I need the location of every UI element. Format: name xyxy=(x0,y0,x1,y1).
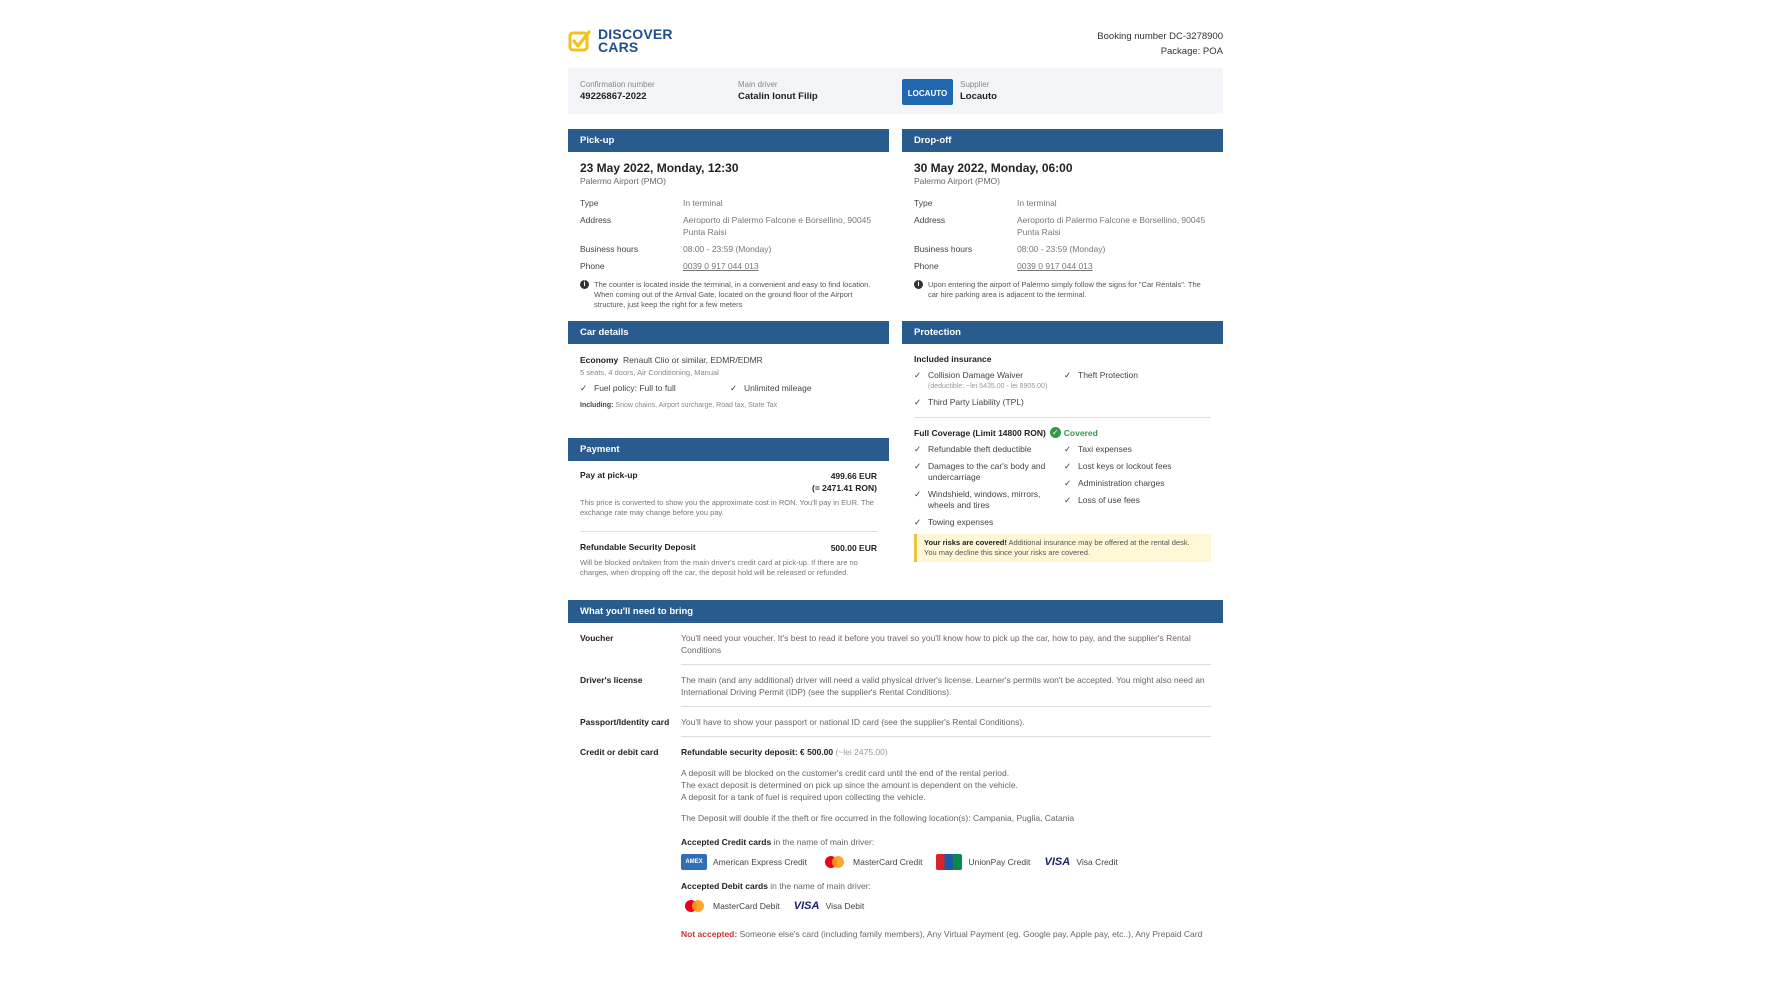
supplier-label: Supplier xyxy=(960,80,990,89)
included-row-1 xyxy=(914,370,1211,392)
car-title: Car details xyxy=(568,321,889,344)
check-icon: ✓ xyxy=(1064,461,1072,471)
card-name: MasterCard Debit xyxy=(713,901,780,911)
card-visa-debit xyxy=(794,898,865,914)
mastercard-icon xyxy=(681,898,707,914)
credit-cards-heading xyxy=(681,836,1211,848)
deposit-line: The exact deposit is determined on pick up since the amount is dependent on the vehicle. xyxy=(681,780,1018,790)
voucher-text: You'll need your voucher. It's best to read it before you travel so you'll know how to pick up the car, how to pay, and the supplier's Rental Conditions xyxy=(681,633,1191,655)
dropoff-type-row xyxy=(914,197,1211,209)
credit-cards-list xyxy=(681,854,1211,870)
check-icon: ✓ xyxy=(914,461,922,471)
pay-at-pickup-row xyxy=(580,470,877,494)
passport-row xyxy=(568,707,1223,728)
checkbox-logo-icon xyxy=(568,29,592,53)
voucher-row xyxy=(568,623,1223,656)
car-features xyxy=(580,383,877,394)
deposit-line: A deposit will be blocked on the customer's credit card until the end of the rental period. xyxy=(681,768,1010,778)
dropoff-note-text: Upon entering the airport of Palermo simply follow the signs for "Car Rentals". The car hire parking area is adjacent to the terminal. xyxy=(928,280,1201,299)
card-amex-credit xyxy=(681,854,807,870)
tpl-item xyxy=(914,397,1211,408)
info-icon: i xyxy=(914,280,923,289)
card-name: Visa Credit xyxy=(1076,857,1118,867)
deposit-label: Refundable Security Deposit xyxy=(580,542,696,552)
credit-rest: in the name of main driver: xyxy=(771,837,875,847)
dropoff-address-row xyxy=(914,214,1211,238)
deposit-line: A deposit for a tank of fuel is required upon collecting the vehicle. xyxy=(681,792,926,802)
locations-grid xyxy=(568,129,1223,319)
pickup-type-label: Type xyxy=(580,198,599,208)
notice-text: Additional insurance may be offered at the rental desk. You may decline this since your risks are covered. xyxy=(924,538,1190,557)
bring-section xyxy=(568,600,1223,940)
confirmation-label: Confirmation number xyxy=(580,80,655,89)
pickup-type-row xyxy=(580,197,877,209)
coverage-item-text: Towing expenses xyxy=(928,517,994,527)
dropoff-phone-row xyxy=(914,260,1211,272)
divider xyxy=(580,531,877,532)
logo-text xyxy=(598,28,673,54)
tpl-text: Third Party Liability (TPL) xyxy=(928,397,1024,407)
license-label: Driver's license xyxy=(580,675,643,685)
payment-title: Payment xyxy=(568,438,889,461)
card-mastercard-debit xyxy=(681,898,780,914)
supplier-logo: LOCAUTO xyxy=(902,79,953,105)
coverage-item xyxy=(914,461,1064,483)
coverage-item-text: Administration charges xyxy=(1078,478,1165,488)
coverage-item xyxy=(914,444,1064,455)
discover-cars-logo xyxy=(568,28,673,54)
dropoff-hours-label: Business hours xyxy=(914,244,973,254)
pickup-location: Palermo Airport (PMO) xyxy=(580,176,666,186)
coverage-item-text: Refundable theft deductible xyxy=(928,444,1032,454)
notice-bold: Your risks are covered! xyxy=(924,538,1007,547)
pickup-hours-row xyxy=(580,243,877,255)
unionpay-icon xyxy=(936,854,962,870)
pay-note: This price is converted to show you the approximate cost in RON. You'll pay in EUR. The exchange rate may change before you pay. xyxy=(580,498,874,517)
coverage-item-text: Loss of use fees xyxy=(1078,495,1140,505)
dropoff-phone-label: Phone xyxy=(914,261,939,271)
license-text: The main (and any additional) driver will need a valid physical driver's license. Learner's permits won't be accepted. You might also need an International Driving Permit (IDP) (see the supplier's Rental Conditions). xyxy=(681,675,1205,697)
payment-section xyxy=(568,438,889,578)
dropoff-hours-value: 08:00 - 23:59 (Monday) xyxy=(1017,244,1106,254)
logo-line-1: DISCOVER xyxy=(598,26,673,42)
dropoff-type-label: Type xyxy=(914,198,933,208)
car-including xyxy=(580,402,877,409)
not-accepted-label: Not accepted: xyxy=(681,929,738,939)
dropoff-address-label: Address xyxy=(914,215,946,225)
coverage-item xyxy=(1064,461,1172,472)
check-icon: ✓ xyxy=(914,370,922,380)
dropoff-hours-row xyxy=(914,243,1211,255)
check-icon: ✓ xyxy=(914,517,922,527)
summary-bar xyxy=(568,68,1223,114)
car-model-line xyxy=(580,354,877,366)
card-visa-credit xyxy=(1044,854,1117,870)
debit-bold: Accepted Debit cards xyxy=(681,881,768,891)
confirmation-value: 49226867-2022 xyxy=(580,91,647,102)
dropoff-location: Palermo Airport (PMO) xyxy=(914,176,1000,186)
passport-label: Passport/Identity card xyxy=(580,717,670,727)
card-row xyxy=(568,737,1223,940)
including-value: Snow chains, Airport surcharge, Road tax, State Tax xyxy=(615,402,778,409)
coverage-item xyxy=(914,489,1064,511)
mileage-text: Unlimited mileage xyxy=(744,383,812,393)
protection-section xyxy=(902,321,1223,562)
pay-value-ron: (= 2471.41 RON) xyxy=(812,483,877,493)
debit-cards-list xyxy=(681,898,1211,914)
deposit-row xyxy=(580,542,877,554)
card-unionpay-credit xyxy=(936,854,1030,870)
dropoff-section xyxy=(902,129,1223,300)
deposit-bold: Refundable security deposit: € 500.00 xyxy=(681,747,834,757)
covered-text: Covered xyxy=(1063,427,1098,438)
card-mastercard-credit xyxy=(821,854,922,870)
coverage-item xyxy=(914,517,1064,528)
double-note: The Deposit will double if the theft or fire occurred in the following location(s): Campania, Puglia, Catania xyxy=(681,813,1075,823)
deposit-lei: (~lei 2475.00) xyxy=(833,747,888,757)
full-coverage-title-row xyxy=(914,427,1211,438)
check-icon: ✓ xyxy=(914,444,922,454)
logo-line-2: CARS xyxy=(598,39,639,55)
passport-text: You'll have to show your passport or national ID card (see the supplier's Rental Conditions). xyxy=(681,717,1025,727)
dropoff-note xyxy=(914,280,1211,300)
package: Package: POA xyxy=(1160,46,1223,57)
not-accepted-text: Someone else's card (including family members), Any Virtual Payment (eg. Google pay, Apple pay, etc..), Any Prepaid Card xyxy=(737,929,1203,939)
coverage-item xyxy=(1064,495,1172,506)
coverage-item xyxy=(1064,444,1172,455)
protection-title: Protection xyxy=(902,321,1223,344)
driver-label: Main driver xyxy=(738,80,778,89)
car-section xyxy=(568,321,889,577)
coverage-item-text: Taxi expenses xyxy=(1078,444,1132,454)
coverage-item-text: Windshield, windows, mirrors, wheels and tires xyxy=(928,489,1041,510)
pickup-address-value: Aeroporto di Palermo Falcone e Borsellino, 90045 Punta Raisi xyxy=(683,215,872,237)
deposit-note: Will be blocked on/taken from the main driver's credit card at pick-up. If there are no charges, when dropping off the car, the deposit hold will be released or refunded. xyxy=(580,558,858,577)
pickup-hours-label: Business hours xyxy=(580,244,639,254)
fuel-policy-text: Fuel policy: Full to full xyxy=(594,383,676,393)
pickup-note xyxy=(580,280,877,310)
card-name: UnionPay Credit xyxy=(968,857,1031,867)
cdw-text: Collision Damage Waiver xyxy=(928,370,1024,380)
covered-badge xyxy=(1050,427,1098,438)
pickup-phone-link[interactable]: 0039 0 917 044 013 xyxy=(683,261,759,271)
check-icon: ✓ xyxy=(1064,444,1072,454)
check-circle-icon: ✓ xyxy=(1050,427,1061,438)
pickup-type-value: In terminal xyxy=(683,198,723,208)
theft-item xyxy=(1064,370,1138,392)
cdw-note: (deductible: ~lei 5435.00 - lei 8905.00) xyxy=(928,383,1048,390)
driver-cell xyxy=(738,79,818,103)
car-class: Economy xyxy=(580,355,619,365)
theft-text: Theft Protection xyxy=(1078,370,1139,380)
cdw-item xyxy=(914,370,1064,392)
card-name: American Express Credit xyxy=(713,857,808,867)
confirmation-cell xyxy=(580,79,655,103)
dropoff-phone-link[interactable]: 0039 0 917 044 013 xyxy=(1017,261,1093,271)
not-accepted xyxy=(681,928,1211,940)
details-grid xyxy=(568,321,1223,591)
pay-at-pickup-value xyxy=(812,470,877,494)
mileage xyxy=(730,383,812,394)
amex-icon: AMEX xyxy=(681,854,707,870)
car-specs: 5 seats, 4 doors, Air Conditioning, Manual xyxy=(580,368,719,377)
risks-covered-notice xyxy=(914,534,1211,562)
check-icon: ✓ xyxy=(1064,495,1072,505)
fuel-policy xyxy=(580,383,730,394)
check-icon: ✓ xyxy=(580,383,588,393)
pay-value-eur: 499.66 EUR xyxy=(830,471,877,481)
check-icon: ✓ xyxy=(914,397,922,407)
card-name: MasterCard Credit xyxy=(853,857,923,867)
bring-title: What you'll need to bring xyxy=(568,600,1223,623)
supplier-cell xyxy=(960,79,997,103)
full-coverage-left xyxy=(914,444,1064,528)
check-icon: ✓ xyxy=(730,383,738,393)
pickup-phone-row xyxy=(580,260,877,272)
mastercard-icon xyxy=(821,854,847,870)
check-icon: ✓ xyxy=(1064,370,1072,380)
license-row xyxy=(568,665,1223,698)
pickup-datetime: 23 May 2022, Monday, 12:30 xyxy=(580,161,739,175)
card-name: Visa Debit xyxy=(825,901,865,911)
driver-value: Catalin Ionut Filip xyxy=(738,91,818,102)
debit-rest: in the name of main driver: xyxy=(767,881,871,891)
including-label: Including: xyxy=(580,402,614,409)
card-details xyxy=(681,746,1211,940)
info-icon: i xyxy=(580,280,589,289)
visa-icon: VISA xyxy=(1044,856,1071,868)
included-insurance-title: Included insurance xyxy=(914,354,992,364)
dropoff-datetime: 30 May 2022, Monday, 06:00 xyxy=(914,161,1073,175)
divider xyxy=(914,417,1211,418)
card-label: Credit or debit card xyxy=(580,747,659,757)
booking-voucher xyxy=(568,24,1223,939)
pickup-title: Pick-up xyxy=(568,129,889,152)
debit-cards-heading xyxy=(681,880,1211,892)
check-icon: ✓ xyxy=(914,489,922,499)
pickup-note-text: The counter is located inside the terminal, in a convenient and easy to find location. When coming out of the Arrival Gate, located on the ground floor of the Airport structure, just keep the right for a few meters xyxy=(594,280,871,309)
dropoff-address-value: Aeroporto di Palermo Falcone e Borsellino, 90045 Punta Raisi xyxy=(1017,215,1206,237)
pickup-phone-label: Phone xyxy=(580,261,605,271)
coverage-item-text: Lost keys or lockout fees xyxy=(1078,461,1172,471)
header xyxy=(568,24,1223,68)
pickup-address-row xyxy=(580,214,877,238)
visa-icon: VISA xyxy=(793,900,820,912)
dropoff-type-value: In terminal xyxy=(1017,198,1057,208)
full-coverage-right xyxy=(1064,444,1172,528)
full-coverage-title: Full Coverage (Limit 14800 RON) xyxy=(914,427,1046,438)
pay-at-pickup-label: Pay at pick-up xyxy=(580,470,638,480)
full-coverage-items xyxy=(914,444,1211,528)
dropoff-title: Drop-off xyxy=(902,129,1223,152)
voucher-label: Voucher xyxy=(580,633,614,643)
check-icon: ✓ xyxy=(1064,478,1072,488)
pickup-section xyxy=(568,129,889,310)
deposit-lines xyxy=(681,767,1211,803)
pickup-hours-value: 08:00 - 23:59 (Monday) xyxy=(683,244,772,254)
coverage-item-text: Damages to the car's body and undercarriage xyxy=(928,461,1046,482)
booking-number: Booking number DC-3278900 xyxy=(1097,31,1223,42)
booking-info xyxy=(1097,29,1223,59)
supplier-value: Locauto xyxy=(960,91,997,102)
pickup-address-label: Address xyxy=(580,215,612,225)
credit-bold: Accepted Credit cards xyxy=(681,837,772,847)
coverage-item xyxy=(1064,478,1172,489)
car-model: Renault Clio or similar, EDMR/EDMR xyxy=(623,355,763,365)
deposit-value: 500.00 EUR xyxy=(830,543,877,553)
